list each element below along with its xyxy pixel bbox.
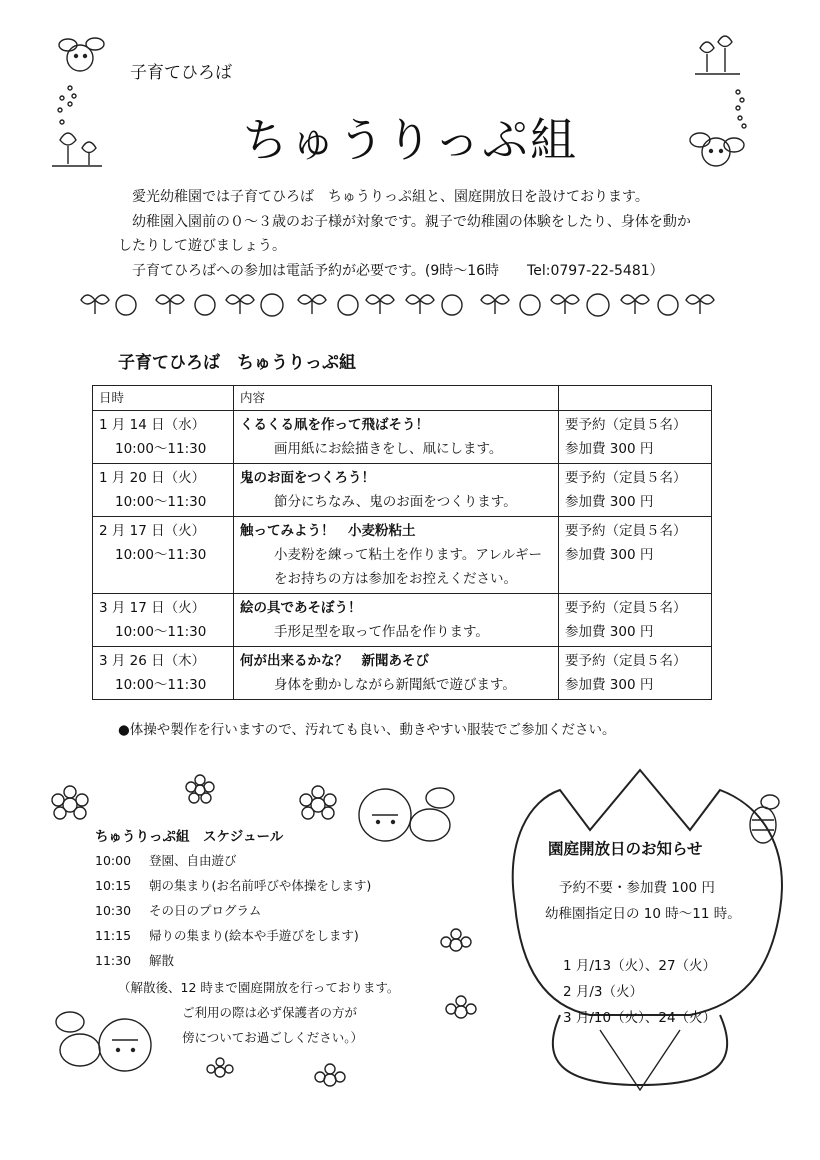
row-fee: 参加費 300 円 (565, 677, 654, 693)
row-date: 1 月 14 日（水） (99, 417, 206, 433)
sprout-border (81, 294, 714, 316)
bee-icon (750, 795, 779, 843)
bee-icon (359, 788, 454, 841)
row-reserve: 要予約（定員５名） (565, 600, 687, 616)
table-row (93, 594, 712, 647)
row-title: 触ってみよう！ 小麦粉粘土 (240, 523, 416, 539)
section-title: 子育てひろば ちゅうりっぷ組 (118, 353, 356, 373)
row-date: 1 月 20 日（火） (99, 470, 206, 486)
schedule-time: 11:30 (95, 953, 132, 968)
schedule-list (95, 848, 371, 973)
row-fee: 参加費 300 円 (565, 624, 654, 640)
row-desc: 手形足型を取って作品を作ります。 (274, 624, 489, 640)
intro-line: 子育てひろばへの参加は電話予約が必要です。(9時～16時 Tel:0797-22-5481） (132, 262, 664, 279)
row-title: 絵の具であそぼう！ (240, 600, 362, 616)
schedule-text: その日のプログラム (149, 903, 262, 918)
row-time: 10:00～11:30 (115, 441, 207, 457)
row-time: 10:00～11:30 (115, 547, 207, 563)
row-reserve: 要予約（定員５名） (565, 653, 687, 669)
open-day-line: 幼稚園指定日の 10 時～11 時。 (545, 906, 741, 922)
row-title: 何が出来るかな？ 新聞あそび (240, 653, 429, 669)
row-fee: 参加費 300 円 (565, 441, 654, 457)
table-row (93, 647, 712, 700)
open-day-date: 3 月/10（火）、24（火） (563, 1010, 717, 1026)
schedule-note-line: ご利用の際は必ず保護者の方が (182, 1005, 358, 1020)
row-time: 10:00～11:30 (115, 494, 207, 510)
table-header-row (93, 386, 712, 411)
schedule-text: 登園、自由遊び (149, 853, 237, 868)
row-fee: 参加費 300 円 (565, 547, 654, 563)
bug-icon (59, 38, 104, 71)
row-desc: 身体を動かしながら新聞紙で遊びます。 (274, 677, 516, 693)
schedule-table (92, 385, 712, 700)
schedule-text: 解散 (149, 953, 175, 968)
intro-line: 幼稚園入園前の０～３歳のお子様が対象です。親子で幼稚園の体験をしたり、身体を動か (132, 213, 691, 230)
schedule-time: 10:15 (95, 878, 132, 893)
list-item (95, 848, 371, 873)
schedule-time: 10:30 (95, 903, 132, 918)
table-row (93, 464, 712, 517)
intro-line: 愛光幼稚園では子育てひろば ちゅうりっぷ組と、園庭開放日を設けております。 (132, 189, 649, 205)
intro-text (118, 185, 718, 283)
schedule-note-line: 傍についてお過ごしください。） (182, 1030, 364, 1045)
open-day-title: 園庭開放日のお知らせ (548, 840, 703, 858)
open-day-line: 予約不要・参加費 100 円 (559, 880, 715, 896)
list-item (95, 923, 371, 948)
row-date: 3 月 26 日（木） (99, 653, 206, 669)
schedule-text: 帰りの集まり(絵本や手遊びをします) (149, 928, 359, 943)
row-date: 2 月 17 日（火） (99, 523, 206, 539)
column-header (559, 386, 712, 411)
row-desc: 画用紙にお絵描きをし、凧にします。 (274, 441, 503, 457)
table-row (93, 517, 712, 594)
table-row (93, 411, 712, 464)
subtitle: 子育てひろば (130, 63, 232, 83)
clothing-note: ●体操や製作を行いますので、汚れても良い、動きやすい服装でご参加ください。 (118, 722, 616, 738)
open-day-date: 2 月/3（火） (563, 984, 644, 1000)
list-item (95, 898, 371, 923)
row-date: 3 月 17 日（火） (99, 600, 206, 616)
schedule-text: 朝の集まり(お名前呼びや体操をします) (149, 878, 372, 893)
row-desc: 節分にちなみ、鬼のお面をつくります。 (274, 494, 517, 510)
row-reserve: 要予約（定員５名） (565, 470, 687, 486)
row-reserve: 要予約（定員５名） (565, 417, 687, 433)
schedule-title: ちゅうりっぷ組 スケジュール (95, 829, 284, 845)
tulip-icon (695, 36, 740, 74)
row-desc: 小麦粉を練って粘土を作ります。アレルギー (274, 547, 543, 563)
row-desc: をお持ちの方は参加をお控えください。 (274, 571, 517, 587)
row-title: くるくる凧を作って飛ばそう！ (240, 417, 429, 433)
row-title: 鬼のお面をつくろう！ (240, 470, 375, 486)
schedule-time: 10:00 (95, 853, 132, 868)
column-header: 日時 (93, 386, 234, 411)
list-item (95, 948, 371, 973)
schedule-time: 11:15 (95, 928, 132, 943)
schedule-note (118, 975, 399, 1050)
page-title: ちゅうりっぷ組 (242, 113, 578, 167)
list-item (95, 873, 371, 898)
row-reserve: 要予約（定員５名） (565, 523, 687, 539)
row-time: 10:00～11:30 (115, 677, 207, 693)
column-header: 内容 (234, 386, 559, 411)
intro-line: したりして遊びましょう。 (118, 238, 286, 254)
open-day-info (545, 875, 741, 1031)
open-day-date: 1 月/13（火）、27（火） (563, 958, 717, 974)
row-time: 10:00～11:30 (115, 624, 207, 640)
schedule-note-line: （解散後、12 時まで園庭開放を行っております。 (118, 980, 400, 995)
row-fee: 参加費 300 円 (565, 494, 654, 510)
